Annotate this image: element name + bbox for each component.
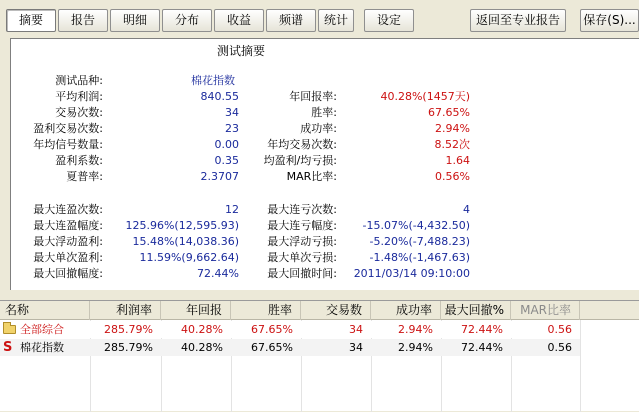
stat-label: 盈利系数: xyxy=(55,154,103,167)
row-cell: 40.28% xyxy=(181,323,223,336)
row-name: 全部综合 xyxy=(20,323,64,336)
stat-value: 72.44% xyxy=(197,267,239,280)
row-cell: 72.44% xyxy=(461,323,503,336)
summary-panel xyxy=(10,38,639,290)
stat-value: 15.48%(14,038.36) xyxy=(132,235,239,248)
stat-label: 年均交易次数: xyxy=(267,138,337,151)
stat-label: 最大回撤时间: xyxy=(267,267,337,280)
stat-label: 最大单次盈利: xyxy=(33,251,103,264)
stat-value: 12 xyxy=(225,203,239,216)
stat-value: 23 xyxy=(225,122,239,135)
save-button[interactable]: 保存(S)... xyxy=(580,9,639,32)
row-cell: 2.94% xyxy=(398,323,433,336)
row-cell: 67.65% xyxy=(251,341,293,354)
stat-label: 最大连盈次数: xyxy=(33,203,103,216)
col-success[interactable]: 成功率 xyxy=(371,301,441,320)
stat-value: 34 xyxy=(225,106,239,119)
grid-header xyxy=(0,301,639,320)
stat-value: 1.64 xyxy=(445,154,470,167)
stat-value: 0.56% xyxy=(435,170,470,183)
tab-spectrum[interactable]: 频谱 xyxy=(266,9,316,32)
row-cell: 285.79% xyxy=(104,341,153,354)
stat-value: 840.55 xyxy=(200,90,239,103)
stat-label: 成功率: xyxy=(300,122,337,135)
stat-label: 夏普率: xyxy=(66,170,103,183)
stat-label: 最大连亏次数: xyxy=(267,203,337,216)
col-win-rate[interactable]: 胜率 xyxy=(231,301,301,320)
col-max-drawdown[interactable]: 最大回撤% xyxy=(441,301,511,320)
stat-value: 8.52次 xyxy=(434,138,470,151)
row-cell: 34 xyxy=(349,341,363,354)
stat-value: 0.35 xyxy=(214,154,239,167)
grid-row[interactable] xyxy=(0,321,580,338)
toolbar xyxy=(0,0,639,36)
row-cell: 72.44% xyxy=(461,341,503,354)
stat-value: 2.94% xyxy=(435,122,470,135)
stat-label: 年均信号数量: xyxy=(33,138,103,151)
stat-label: 最大连亏幅度: xyxy=(267,219,337,232)
row-cell: 67.65% xyxy=(251,323,293,336)
results-grid xyxy=(0,300,639,411)
stat-value: -15.07%(-4,432.50) xyxy=(362,219,470,232)
stat-label: MAR比率: xyxy=(286,170,337,183)
summary-title: 测试摘要 xyxy=(216,44,265,58)
tab-distribution[interactable]: 分布 xyxy=(162,9,212,32)
grid-row[interactable] xyxy=(0,339,580,356)
folder-icon xyxy=(3,325,16,334)
product-value: 棉花指数 xyxy=(191,74,235,87)
stat-value: 2011/03/14 09:10:00 xyxy=(353,267,470,280)
s-icon: S xyxy=(3,340,13,355)
stat-label: 最大浮动亏损: xyxy=(267,235,337,248)
row-cell: 0.56 xyxy=(547,323,572,336)
tab-summary[interactable]: 摘要 xyxy=(6,9,56,32)
stat-value: -1.48%(-1,467.63) xyxy=(369,251,470,264)
col-profit[interactable]: 利润率 xyxy=(90,301,161,320)
row-cell: 2.94% xyxy=(398,341,433,354)
row-cell: 0.56 xyxy=(547,341,572,354)
tab-returns[interactable]: 收益 xyxy=(214,9,264,32)
stat-label: 最大连盈幅度: xyxy=(33,219,103,232)
tab-statistics[interactable]: 统计 xyxy=(318,9,354,32)
tab-detail[interactable]: 明细 xyxy=(110,9,160,32)
stat-value: 4 xyxy=(463,203,470,216)
stat-value: -5.20%(-7,488.23) xyxy=(369,235,470,248)
col-annual-return[interactable]: 年回报 xyxy=(161,301,231,320)
row-name: 棉花指数 xyxy=(20,341,64,354)
stat-value: 0.00 xyxy=(214,138,239,151)
row-cell: 285.79% xyxy=(104,323,153,336)
stat-label: 最大单次亏损: xyxy=(267,251,337,264)
stat-value: 2.3707 xyxy=(200,170,239,183)
row-cell: 40.28% xyxy=(181,341,223,354)
product-label: 测试品种: xyxy=(55,74,103,87)
stat-value: 11.59%(9,662.64) xyxy=(139,251,239,264)
row-cell: 34 xyxy=(349,323,363,336)
stat-value: 67.65% xyxy=(428,106,470,119)
tab-report[interactable]: 报告 xyxy=(58,9,108,32)
stat-label: 最大回撤幅度: xyxy=(33,267,103,280)
stat-value: 40.28%(1457天) xyxy=(380,90,470,103)
stat-label: 均盈利/均亏损: xyxy=(263,154,337,167)
col-name[interactable]: 名称 xyxy=(0,301,90,320)
stat-label: 胜率: xyxy=(311,106,337,119)
return-to-report-button[interactable]: 返回至专业报告 xyxy=(470,9,566,32)
stat-label: 交易次数: xyxy=(55,106,103,119)
tab-settings[interactable]: 设定 xyxy=(364,9,414,32)
stat-label: 最大浮动盈利: xyxy=(33,235,103,248)
stat-label: 平均利润: xyxy=(55,90,103,103)
stat-value: 125.96%(12,595.93) xyxy=(125,219,239,232)
col-mar[interactable]: MAR比率 xyxy=(511,301,580,320)
col-trades[interactable]: 交易数 xyxy=(301,301,371,320)
stat-label: 盈利交易次数: xyxy=(33,122,103,135)
stat-label: 年回报率: xyxy=(289,90,337,103)
